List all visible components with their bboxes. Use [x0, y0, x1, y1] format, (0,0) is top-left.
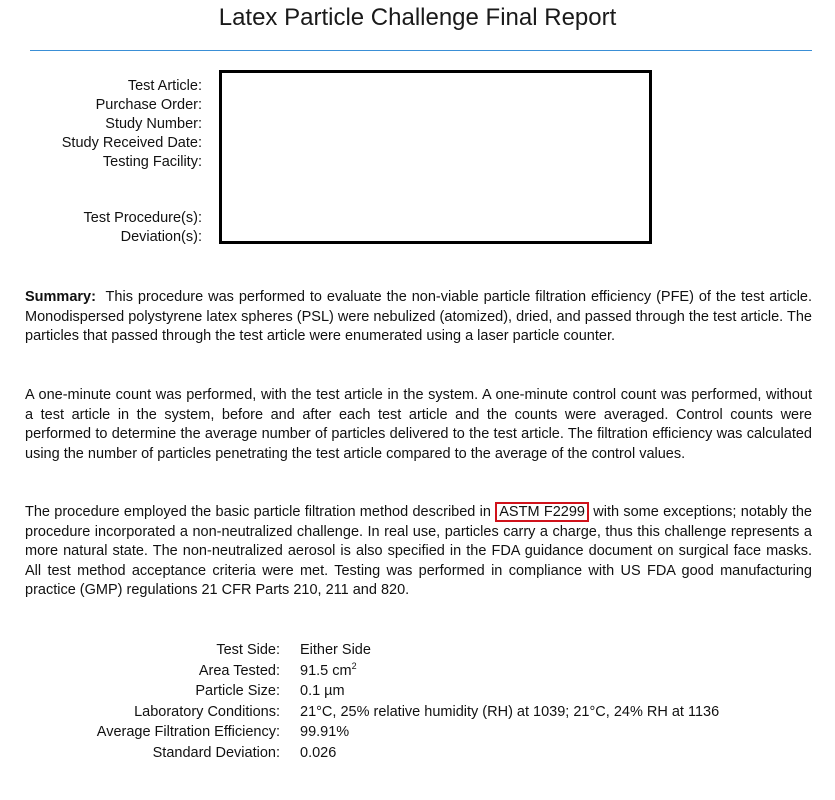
test-procedures-label: Test Procedure(s): [83, 210, 202, 226]
astm-reference-highlight: ASTM F2299 [495, 502, 589, 522]
testing-facility-label: Testing Facility: [102, 154, 202, 170]
purchase-order-label: Purchase Order: [95, 97, 202, 113]
deviations-label: Deviation(s): [120, 229, 202, 245]
param-row [40, 681, 719, 702]
param-row [40, 702, 719, 723]
test-article-label: Test Article: [127, 78, 202, 94]
particle-size-value: 0.1 µm [300, 683, 345, 699]
area-unit-exponent: 2 [351, 660, 357, 671]
area-tested-value [300, 661, 357, 682]
summary-paragraph-2 [25, 386, 812, 464]
summary-text-2: A one-minute count was performed, with the test article in the system. A one-minute control count was performed, without a test article in the system, before and after each test article and the counts were averaged. Control counts were performed to determine the average number of particles delivered to the test article. The filtration efficiency was calculated using the number of particles penetrating the test article compared to the average of the control values. [25, 387, 812, 462]
summary-paragraph-3 [25, 503, 812, 601]
standard-deviation-value: 0.026 [300, 744, 337, 761]
average-filtration-efficiency-label: Average Filtration Efficiency: [96, 724, 280, 740]
info-gap [20, 172, 202, 209]
param-row [40, 743, 719, 764]
laboratory-conditions-label: Laboratory Conditions: [134, 703, 280, 720]
study-info-labels [20, 77, 202, 247]
summary-heading: Summary: [25, 289, 96, 305]
study-received-date-label: Study Received Date: [61, 135, 202, 151]
test-side-label: Test Side: [216, 642, 280, 658]
study-number-label: Study Number: [105, 116, 202, 132]
header-rule [30, 50, 812, 51]
redaction-box [219, 70, 652, 244]
standard-deviation-label: Standard Deviation: [152, 744, 280, 761]
summary-text-3a: The procedure employed the basic particle filtration method described in [25, 504, 496, 520]
laboratory-conditions-value: 21°C, 25% relative humidity (RH) at 1039; 21°C, 24% RH at 1136 [300, 703, 720, 720]
average-filtration-efficiency-value: 99.91% [300, 724, 350, 740]
param-row [40, 640, 719, 661]
particle-size-label: Particle Size: [195, 683, 280, 699]
report-title: Latex Particle Challenge Final Report [218, 4, 617, 31]
summary-text-1: This procedure was performed to evaluate the non-viable particle filtration efficiency (PFE) of the test article. Monodispersed polystyrene latex spheres (PSL) were nebulized (atomized), dried, and passed through the test article. The particles that passed through the test article were enumerated using a laser particle counter. [25, 289, 813, 344]
test-parameters [40, 640, 719, 763]
area-tested-label: Area Tested: [198, 662, 280, 679]
summary-text-3b: with some exceptions; notably the procedure incorporated a non-neutralized challenge. In real use, particles carry a charge, thus this challenge represents a more natural state. The non-neutralized aerosol is also specified in the FDA guidance document on surgical face masks. All test method acceptance criteria were met. Testing was performed in compliance with US FDA good manufacturing practice (GMP) regulations 21 CFR Parts 210, 211 and 820. [25, 504, 812, 598]
area-tested-number: 91.5 cm [300, 662, 352, 679]
param-row [40, 661, 719, 682]
summary-paragraph-1 [25, 288, 812, 347]
test-side-value: Either Side [300, 642, 371, 658]
param-row [40, 722, 719, 743]
